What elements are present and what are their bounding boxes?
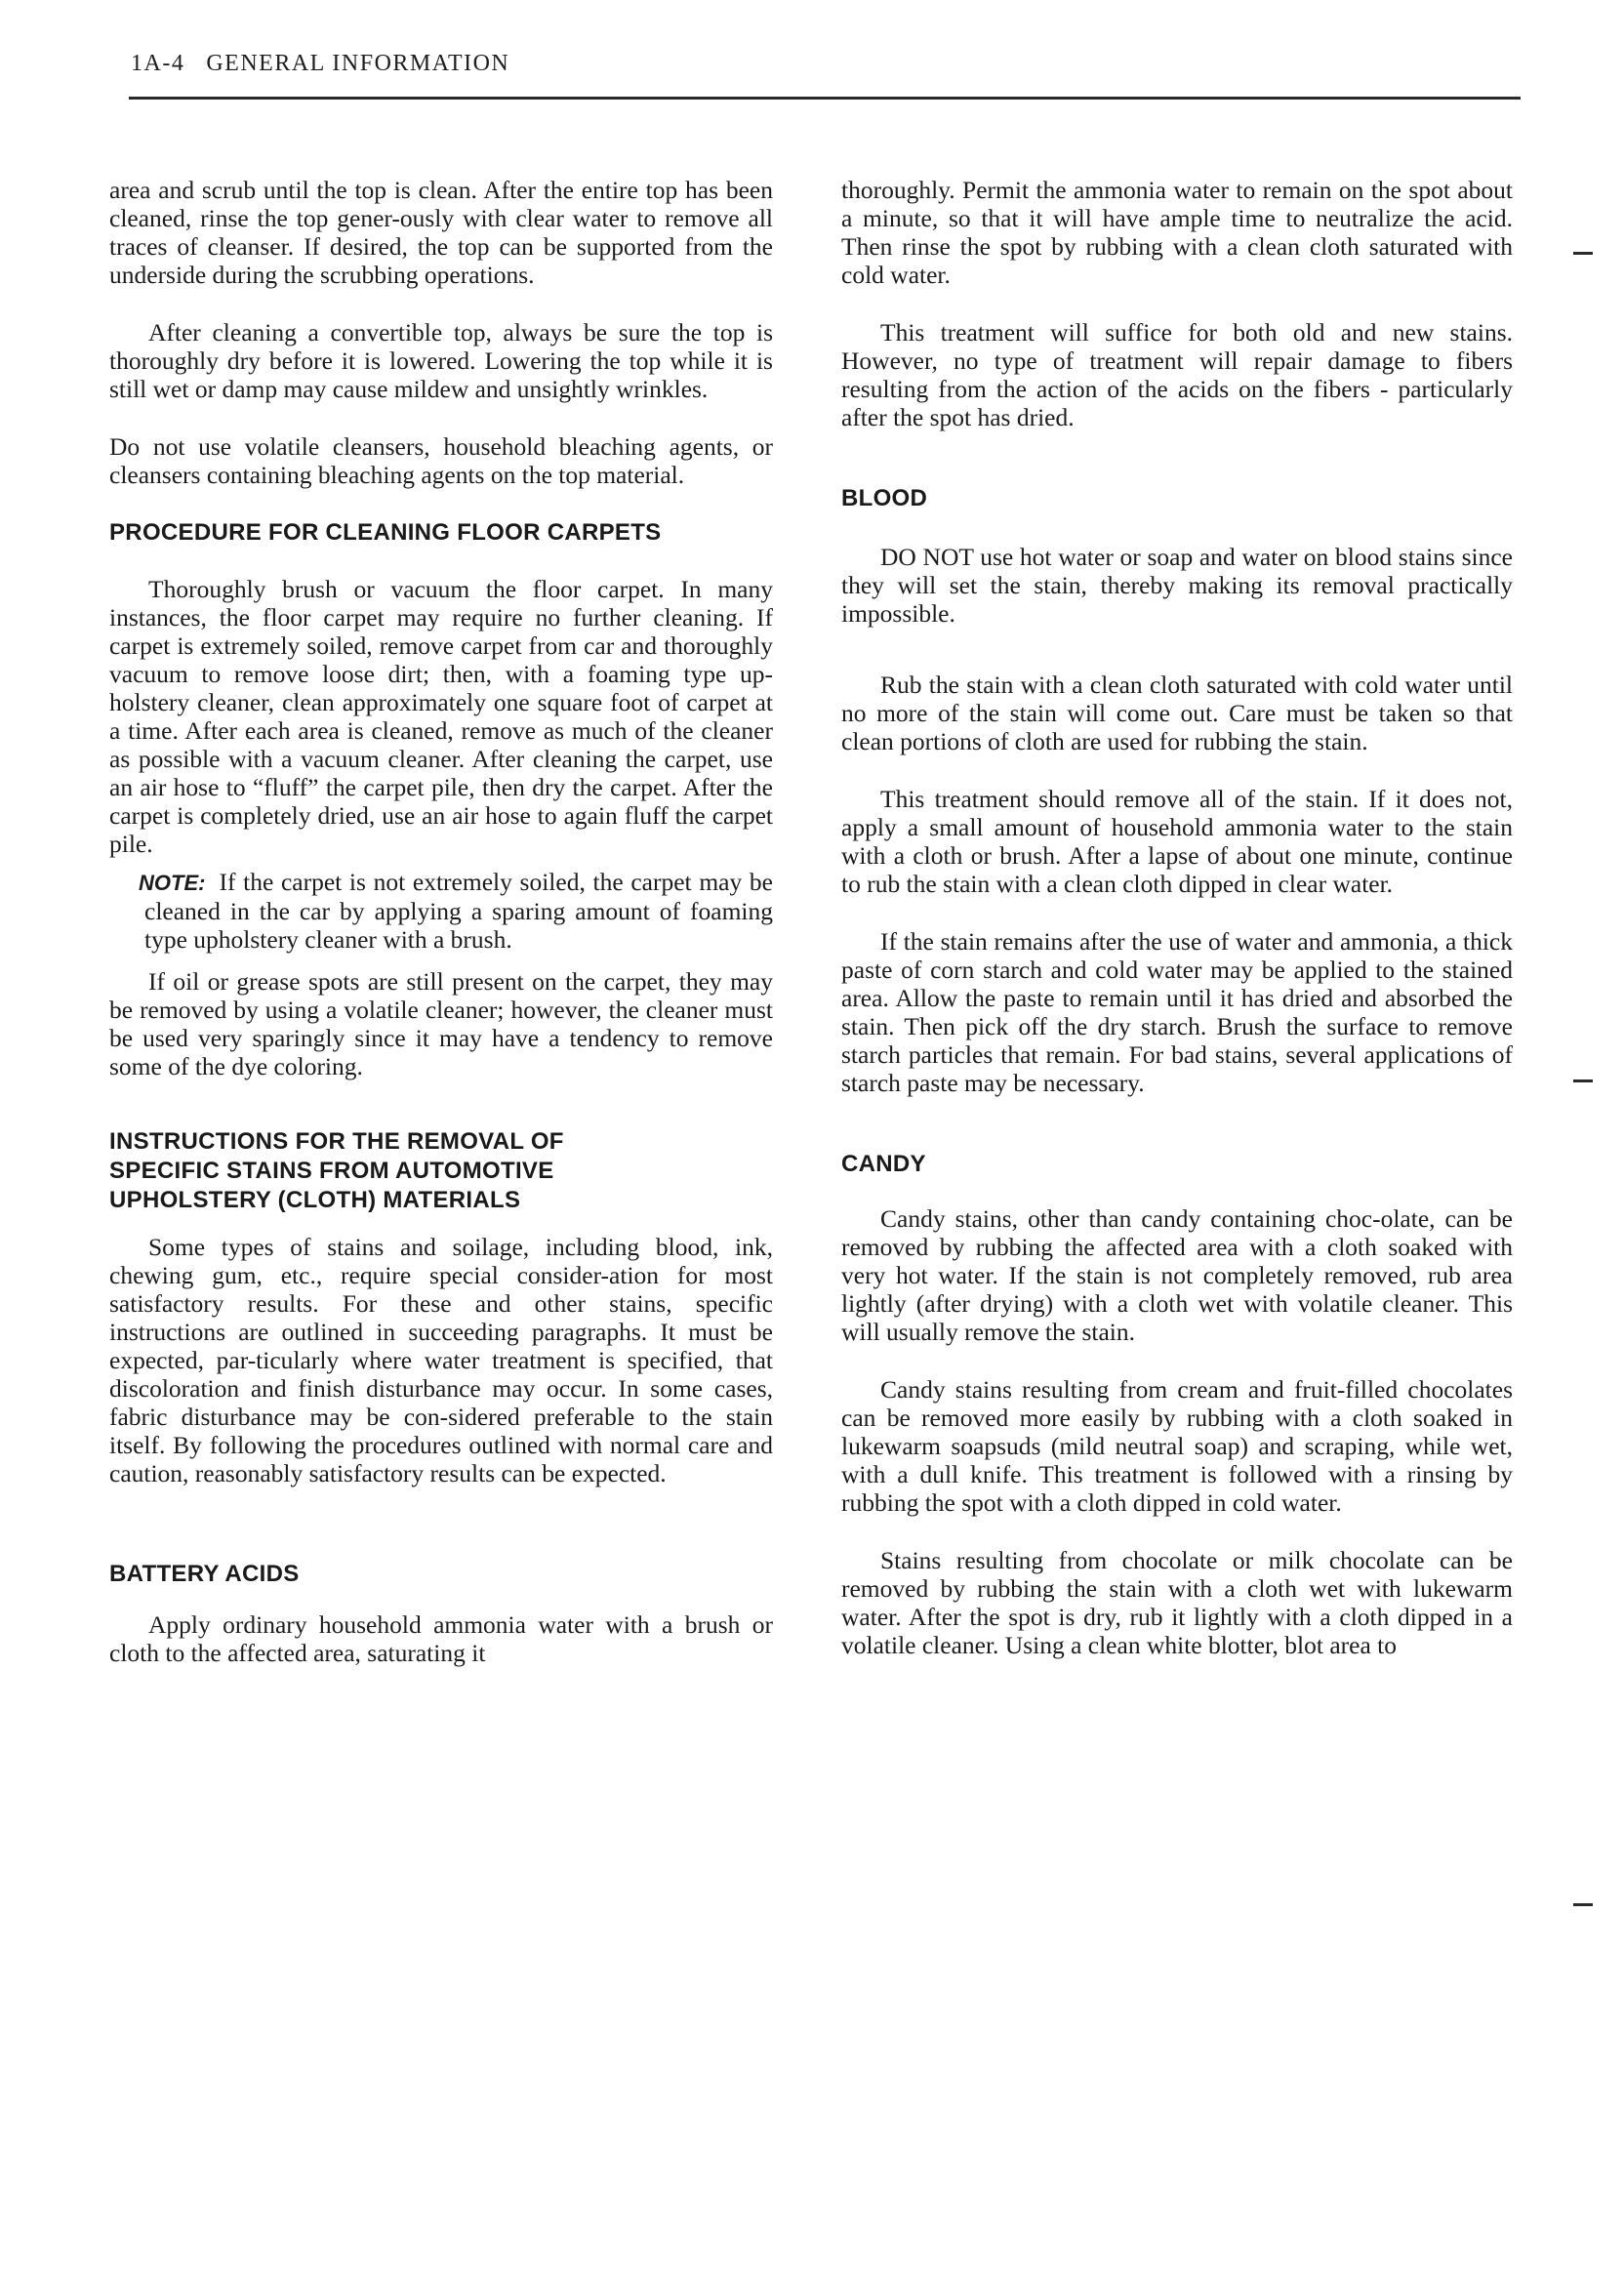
paragraph: DO NOT use hot water or soap and water on blood stains since they will set the stain, thereby making its removal practically impossible.	[841, 543, 1513, 628]
paragraph: Stains resulting from chocolate or milk chocolate can be removed by rubbing the stain with a cloth wet with lukewarm water. After the spot is dry, rub it lightly with a cloth dipped in a volatile cleaner. Using a clean white blotter, blot area to	[841, 1546, 1513, 1659]
page-number: 1A-4	[131, 51, 185, 76]
note-text: If the carpet is not extremely soiled, the carpet may be cleaned in the car by applying a sparing amount of foaming type upholstery cleaner with a brush.	[144, 868, 773, 954]
section-heading-floor-carpets: PROCEDURE FOR CLEANING FLOOR CARPETS	[109, 519, 662, 546]
left-column	[109, 176, 773, 1667]
note-label: NOTE:	[139, 871, 206, 895]
paragraph: thoroughly. Permit the ammonia water to remain on the spot about a minute, so that it will have ample time to neutralize the acid. Then rinse the spot by rubbing with a clean cloth saturated with cold water.	[841, 176, 1513, 289]
paragraph: Candy stains resulting from cream and fruit-filled chocolates can be removed more easily by rubbing with a cloth soaked in lukewarm soapsuds (mild neutral soap) and scraping, while wet, with a dull knife. This treatment is followed with a rinsing by rubbing the spot with a cloth dipped in cold water.	[841, 1375, 1513, 1517]
paragraph: Apply ordinary household ammonia water with a brush or cloth to the affected area, saturating it	[109, 1610, 773, 1667]
paragraph: Do not use volatile cleansers, household bleaching agents, or cleansers containing bleaching agents on the top material.	[109, 432, 773, 489]
right-column	[841, 176, 1513, 1659]
paragraph: If the stain remains after the use of water and ammonia, a thick paste of corn starch and cold water may be applied to the stained area. Allow the paste to remain until it has dried and absorbed the stain. Then pick off the dry starch. Brush the surface to remove starch particles that remain. For bad stains, several applications of starch paste may be necessary.	[841, 927, 1513, 1097]
revision-mark	[1573, 252, 1593, 255]
paragraph: If oil or grease spots are still present on the carpet, they may be removed by using a volatile cleaner; however, the cleaner must be used very sparingly since it may have a tendency to remove some of the dye coloring.	[109, 967, 773, 1080]
running-header	[131, 51, 509, 77]
section-heading-candy: CANDY	[841, 1151, 926, 1177]
section-heading-blood: BLOOD	[841, 485, 928, 511]
paragraph: Rub the stain with a clean cloth saturated with cold water until no more of the stain will come out. Care must be taken so that clean portions of cloth are used for rubbing the stain.	[841, 671, 1513, 755]
paragraph: Thoroughly brush or vacuum the floor carpet. In many instances, the floor carpet may require no further cleaning. If carpet is extremely soiled, remove carpet from car and thoroughly vacuum to remove loose dirt; then, with a foaming type up-holstery cleaner, clean approximately one square foot of carpet at a time. After each area is cleaned, remove as much of the cleaner as possible with a vacuum cleaner. After cleaning the carpet, use an air hose to “fluff” the carpet pile, then dry the carpet. After the carpet is completely dried, use an air hose to again fluff the carpet pile.	[109, 575, 773, 858]
paragraph: After cleaning a convertible top, always be sure the top is thoroughly dry before it is lowered. Lowering the top while it is still wet or damp may cause mildew and unsightly wrinkles.	[109, 318, 773, 403]
section-title: GENERAL INFORMATION	[206, 51, 510, 76]
heading-line: INSTRUCTIONS FOR THE REMOVAL OF	[109, 1128, 564, 1155]
paragraph: This treatment should remove all of the stain. If it does not, apply a small amount of household ammonia water to the stain with a cloth or brush. After a lapse of about one minute, continue to rub the stain with a clean cloth dipped in clear water.	[841, 785, 1513, 898]
note-paragraph	[139, 868, 773, 954]
section-heading-battery-acids: BATTERY ACIDS	[109, 1561, 300, 1587]
section-heading-specific-stains	[109, 1127, 773, 1215]
paragraph: Candy stains, other than candy containing choc-olate, can be removed by rubbing the affected area with a cloth soaked with very hot water. If the stain is not completely removed, rub area lightly (after drying) with a cloth wet with volatile cleaner. This will usually remove the stain.	[841, 1204, 1513, 1346]
heading-line: SPECIFIC STAINS FROM AUTOMOTIVE	[109, 1158, 554, 1184]
revision-mark	[1573, 1903, 1593, 1906]
paragraph: Some types of stains and soilage, including blood, ink, chewing gum, etc., require special consider-ation for most satisfactory results. For these and other stains, specific instructions are outlined in succeeding paragraphs. It must be expected, par-ticularly where water treatment is specified, that discoloration and finish disturbance may occur. In some cases, fabric disturbance may be con-sidered preferable to the stain itself. By following the procedures outlined with normal care and caution, reasonably satisfactory results can be expected.	[109, 1233, 773, 1487]
header-rule	[129, 97, 1521, 100]
heading-line: UPHOLSTERY (CLOTH) MATERIALS	[109, 1187, 521, 1213]
paragraph: area and scrub until the top is clean. After the entire top has been cleaned, rinse the top gener-ously with clear water to remove all traces of cleanser. If desired, the top can be supported from the underside during the scrubbing operations.	[109, 176, 773, 289]
paragraph: This treatment will suffice for both old and new stains. However, no type of treatment will repair damage to fibers resulting from the action of the acids on the fibers - particularly after the spot has dried.	[841, 318, 1513, 431]
revision-mark	[1573, 1079, 1593, 1082]
